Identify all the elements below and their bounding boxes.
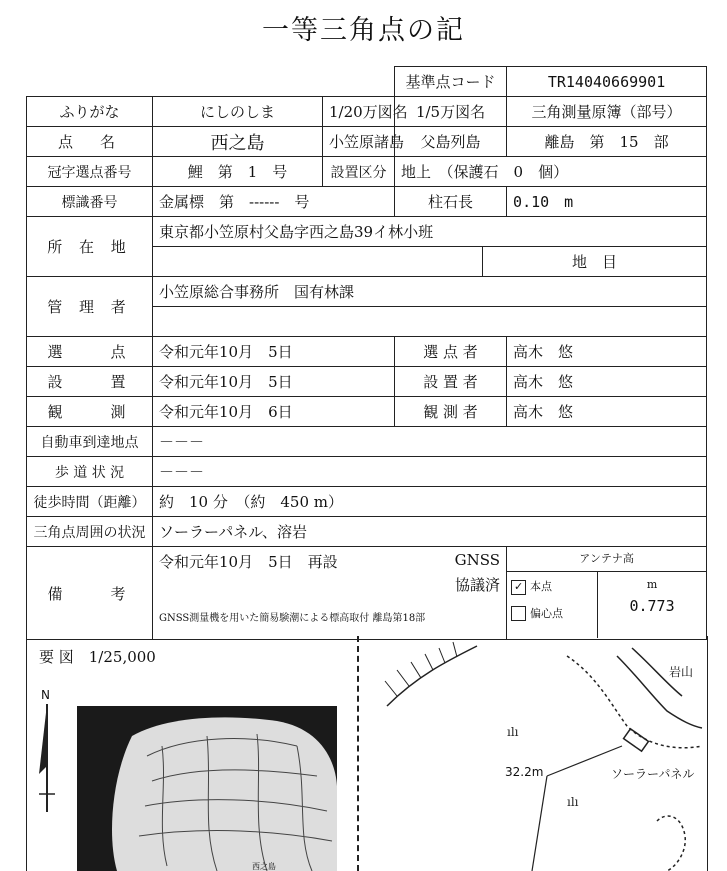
remarks-agreed: 協議済	[455, 576, 501, 594]
select-date: 令和元年10月 5日	[153, 337, 395, 367]
sketch-map-panel	[26, 636, 708, 871]
pillar-label: 柱石長	[395, 187, 507, 217]
map50-label: 1/5万図名	[395, 97, 507, 127]
map200-label: 1/20万図名	[323, 97, 395, 127]
install-date-label: 設 置	[27, 367, 153, 397]
option-main[interactable]: ✓ 本点	[511, 578, 593, 595]
marker-value: 金属標 第 ------ 号	[153, 187, 395, 217]
page-title: 一等三角点の記	[262, 15, 465, 46]
antenna-cell	[507, 547, 707, 640]
land-label: 地 目	[483, 247, 707, 277]
observe-person: 高木 悠	[507, 397, 707, 427]
pillar-value: 0.10 m	[507, 187, 707, 217]
north-label: N	[41, 688, 50, 702]
select-role: 選 点 者	[395, 337, 507, 367]
map50-value: 父島列島	[395, 127, 507, 157]
time-label: 徒歩時間（距離）	[27, 487, 153, 517]
island-map	[77, 706, 337, 871]
install-role: 設 置 者	[395, 367, 507, 397]
time-value: 約 10 分 （約 450 m）	[153, 487, 707, 517]
record-table	[26, 66, 707, 640]
point-name-value: 西之島	[153, 127, 323, 157]
distance-label: 32.2m	[505, 765, 544, 779]
code-value: TR14040669901	[507, 67, 707, 97]
sketch-title: 要 図 1/25,000	[39, 648, 156, 666]
remarks-cell	[153, 547, 507, 640]
install-date: 令和元年10月 5日	[153, 367, 395, 397]
walk-value: －－－	[153, 457, 707, 487]
location-value: 東京都小笠原村父島字西之島39イ林小班	[153, 217, 707, 247]
crown-label: 冠字選点番号	[27, 157, 153, 187]
panel-label: ソーラーパネル	[611, 767, 695, 781]
observe-date: 令和元年10月 6日	[153, 397, 395, 427]
remarks-line3b: 離島第18部	[372, 613, 426, 624]
install-person: 高木 悠	[507, 367, 707, 397]
walk-label: 歩 道 状 況	[27, 457, 153, 487]
antenna-unit: m	[646, 578, 658, 591]
manager-value: 小笠原総合事務所 国有林課	[153, 277, 707, 307]
surround-value: ソーラーパネル、溶岩	[153, 517, 707, 547]
terrain-icon: ılı	[567, 795, 579, 809]
observe-role: 観 測 者	[395, 397, 507, 427]
car-label: 自動車到達地点	[27, 427, 153, 457]
north-arrow-icon	[35, 704, 65, 814]
manager-label: 管 理 者	[27, 277, 153, 337]
install-label: 設置区分	[323, 157, 395, 187]
solar-panel-icon	[624, 729, 649, 751]
surround-label: 三角点周囲の状況	[27, 517, 153, 547]
crown-value: 鯉 第 1 号	[153, 157, 323, 187]
map200-value: 小笠原諸島	[323, 127, 395, 157]
terrain-icon: ılı	[507, 725, 519, 739]
island-label: 西之島	[252, 862, 276, 871]
code-label: 基準点コード	[395, 67, 507, 97]
antenna-value: 0.773	[629, 597, 675, 615]
option-eccentric[interactable]: 偏心点	[511, 605, 593, 622]
location-label: 所 在 地	[27, 217, 153, 277]
remarks-gnss: GNSS	[454, 551, 501, 569]
survey-book-value: 離島 第 15 部	[507, 127, 707, 157]
car-value: －－－	[153, 427, 707, 457]
install-value: 地上 （保護石 0 個）	[395, 157, 707, 187]
select-person: 高木 悠	[507, 337, 707, 367]
select-label: 選 点	[27, 337, 153, 367]
remarks-line1: 令和元年10月 5日 再設	[159, 553, 338, 571]
point-name-label: 点 名	[27, 127, 153, 157]
sketch-divider	[357, 636, 359, 871]
furigana-label: ふりがな	[27, 97, 153, 127]
observe-label: 観 測	[27, 397, 153, 427]
furigana-value: にしのしま	[153, 97, 323, 127]
survey-book-label: 三角測量原簿（部号）	[507, 97, 707, 127]
rock-label: 岩山	[669, 665, 694, 679]
antenna-label: アンテナ高	[507, 547, 706, 572]
remarks-label: 備 考	[27, 547, 153, 640]
remarks-line3: GNSS測量機を用いた簡易験潮による標高取付	[159, 613, 370, 624]
marker-label: 標識番号	[27, 187, 153, 217]
detail-sketch	[367, 636, 705, 871]
